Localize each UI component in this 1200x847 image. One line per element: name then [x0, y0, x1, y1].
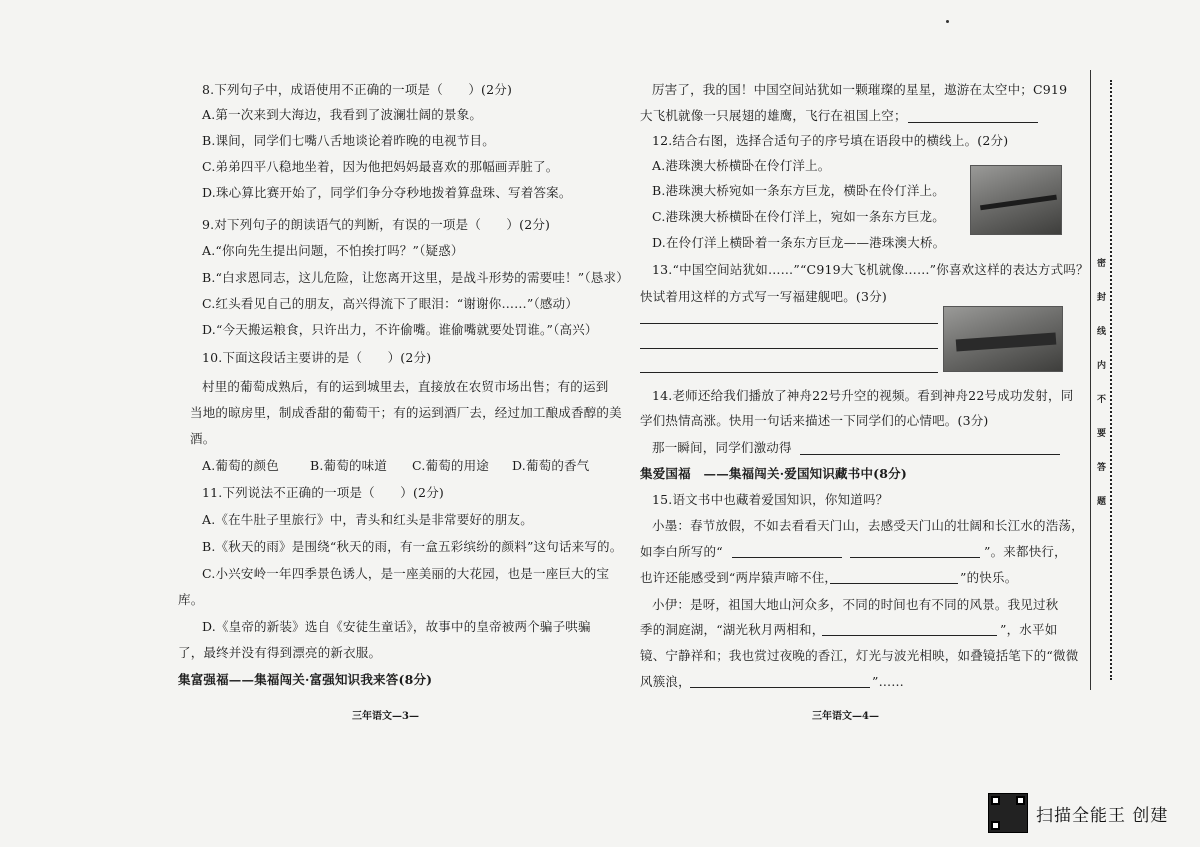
xiaoyi-line-1: 小伊：是呀，祖国大地山河众多，不同的时间也有不同的风景。我见过秋: [652, 597, 1059, 612]
q15-blank-3[interactable]: [830, 583, 958, 584]
binding-label: 要: [1095, 428, 1105, 437]
q13-answer-line-3[interactable]: [640, 372, 938, 373]
q8-option-c: C.弟弟四平八稳地坐着，因为他把妈妈最喜欢的那幅画弄脏了。: [202, 159, 559, 174]
q11-option-d: D.《皇帝的新装》选自《安徒生童话》，故事中的皇帝被两个骗子哄骗: [202, 619, 591, 634]
q9-option-b: B.“白求恩同志，这儿危险，让您离开这里，是战斗形势的需要哇！”（恳求）: [202, 270, 629, 285]
question-8-stem: 8.下列句子中，成语使用不正确的一项是（ ）(2分): [202, 82, 513, 97]
scanner-watermark: [988, 793, 1168, 833]
page-footer: 三年语文—4—: [812, 711, 879, 722]
section-heading-fuqiang: 集富强福——集福闯关·富强知识我来答(8分): [178, 672, 433, 687]
q15-blank-5[interactable]: [690, 687, 870, 688]
binding-label: 封: [1095, 292, 1105, 301]
q12-option-b: B.港珠澳大桥宛如一条东方巨龙，横卧在伶仃洋上。: [652, 183, 945, 198]
question-13-stem-cont: 快试着用这样的方式写一写福建舰吧。(3分): [640, 289, 887, 304]
binding-label: 不: [1095, 394, 1105, 403]
xiaoyi-line-2-start: 季的洞庭湖，“湖光秋月两相和，: [640, 622, 825, 637]
question-11-stem: 11.下列说法不正确的一项是（ ）(2分): [202, 485, 444, 500]
binding-label: 密: [1095, 258, 1105, 267]
q15-blank-4[interactable]: [822, 635, 997, 636]
question-14-stem-cont: 学们热情高涨。快用一句话来描述一下同学们的心情吧。(3分): [640, 413, 989, 428]
passage-line-2: 大飞机就像一只展翅的雄鹰，飞行在祖国上空；: [640, 108, 907, 123]
q10-option-d: D.葡萄的香气: [512, 458, 590, 473]
q11-option-d-cont: 了，最终并没有得到漂亮的新衣服。: [178, 645, 382, 660]
xiaomo-line-2-start: 如李白所写的“: [640, 544, 723, 559]
binding-label: 答: [1095, 462, 1105, 471]
xiaomo-line-3-end: ”的快乐。: [960, 570, 1018, 585]
q11-option-a: A.《在牛肚子里旅行》中，青头和红头是非常要好的朋友。: [202, 512, 533, 527]
binding-dotted-line: [1110, 80, 1112, 680]
xiaoyi-line-3: 镜、宁静祥和；我也赏过夜晚的香江，灯光与波光相映，如叠镜括笔下的“微微: [640, 648, 1079, 663]
question-9-stem: 9.对下列句子的朗读语气的判断，有误的一项是（ ）(2分): [202, 217, 551, 232]
q8-option-d: D.珠心算比赛开始了，同学们争分夺秒地拨着算盘珠、写着答案。: [202, 185, 572, 200]
q10-passage-line-2: 当地的晾房里，制成香甜的葡萄干；有的运到酒厂去，经过加工酿成香醇的美: [190, 405, 622, 420]
q9-option-a: A.“你向先生提出问题，不怕挨打吗？”（疑惑）: [202, 243, 464, 258]
watermark-label: 扫描全能王 创建: [1036, 805, 1169, 826]
xiaomo-line-3-start: 也许还能感受到“两岸猿声啼不住，: [640, 570, 838, 585]
q15-blank-1[interactable]: [732, 557, 842, 558]
question-14-stem: 14.老师还给我们播放了神舟22号升空的视频。看到神舟22号成功发射，同: [652, 388, 1074, 403]
binding-label: 内: [1095, 360, 1105, 369]
q9-option-d: D.“今天搬运粮食，只许出力，不许偷嘴。谁偷嘴就要处罚谁。”（高兴）: [202, 322, 598, 337]
q8-option-a: A.第一次来到大海边，我看到了波澜壮阔的景象。: [202, 107, 483, 122]
q12-option-c: C.港珠澳大桥横卧在伶仃洋上，宛如一条东方巨龙。: [652, 209, 945, 224]
q14-answer-blank[interactable]: [800, 454, 1060, 455]
q11-option-b: B.《秋天的雨》是围绕“秋天的雨，有一盒五彩缤纷的颜料”这句话来写的。: [202, 539, 623, 554]
xiaomo-line-1: 小墨：春节放假，不如去看看天门山，去感受天门山的壮阔和长江水的浩荡，: [652, 518, 1084, 533]
binding-label: 题: [1095, 496, 1105, 505]
section-heading-aiguo: 集爱国福 ——集福闯关·爱国知识藏书中(8分): [640, 466, 907, 481]
q11-option-c: C.小兴安岭一年四季景色诱人，是一座美丽的大花园，也是一座巨大的宝: [202, 566, 610, 581]
binding-label: 线: [1095, 326, 1105, 335]
question-13-stem: 13.“中国空间站犹如……”“C919大飞机就像……”你喜欢这样的表达方式吗？: [652, 262, 1089, 277]
xiaoyi-line-2-end: ”，水平如: [1000, 622, 1058, 637]
q10-passage-line-1: 村里的葡萄成熟后，有的运到城里去，直接放在农贸市场出售；有的运到: [202, 379, 609, 394]
page-footer: 三年语文—3—: [352, 711, 419, 722]
qr-code-icon: [988, 793, 1028, 833]
xiaomo-line-2-end: ”。来都快行，: [984, 544, 1067, 559]
q10-option-c: C.葡萄的用途: [412, 458, 489, 473]
q13-answer-line-2[interactable]: [640, 348, 938, 349]
q11-option-c-cont: 库。: [178, 592, 204, 607]
q15-blank-2[interactable]: [850, 557, 980, 558]
q13-answer-line-1[interactable]: [640, 323, 938, 324]
q10-option-b: B.葡萄的味道: [310, 458, 388, 473]
q9-option-c: C.红头看见自己的朋友，高兴得流下了眼泪：“谢谢你……”（感动）: [202, 296, 579, 311]
bridge-photo: [970, 165, 1062, 235]
q10-passage-line-3: 酒。: [190, 431, 216, 446]
exam-page-3: [178, 0, 629, 722]
question-12-stem: 12.结合右图，选择合适句子的序号填在语段中的横线上。(2分): [652, 133, 1009, 148]
xiaoyi-line-4-end: ”……: [872, 674, 904, 689]
q14-prompt: 那一瞬间，同学们激动得: [652, 440, 792, 455]
aircraft-carrier-photo: [943, 306, 1063, 372]
q8-option-b: B.课间，同学们七嘴八舌地谈论着昨晚的电视节目。: [202, 133, 495, 148]
question-10-stem: 10.下面这段话主要讲的是（ ）(2分): [202, 350, 432, 365]
q12-option-a: A.港珠澳大桥横卧在伶仃洋上。: [652, 158, 831, 173]
q12-option-d: D.在伶仃洋上横卧着一条东方巨龙——港珠澳大桥。: [652, 235, 946, 250]
xiaoyi-line-4-start: 风簇浪，: [640, 674, 691, 689]
q10-option-a: A.葡萄的颜色: [202, 458, 279, 473]
exam-page-4: [640, 0, 1089, 722]
question-15-stem: 15.语文书中也藏着爱国知识，你知道吗？: [652, 492, 889, 507]
passage-line-1: 厉害了，我的国！中国空间站犹如一颗璀璨的星星，遨游在太空中；C919: [652, 82, 1068, 97]
passage-answer-blank[interactable]: [908, 122, 1038, 123]
